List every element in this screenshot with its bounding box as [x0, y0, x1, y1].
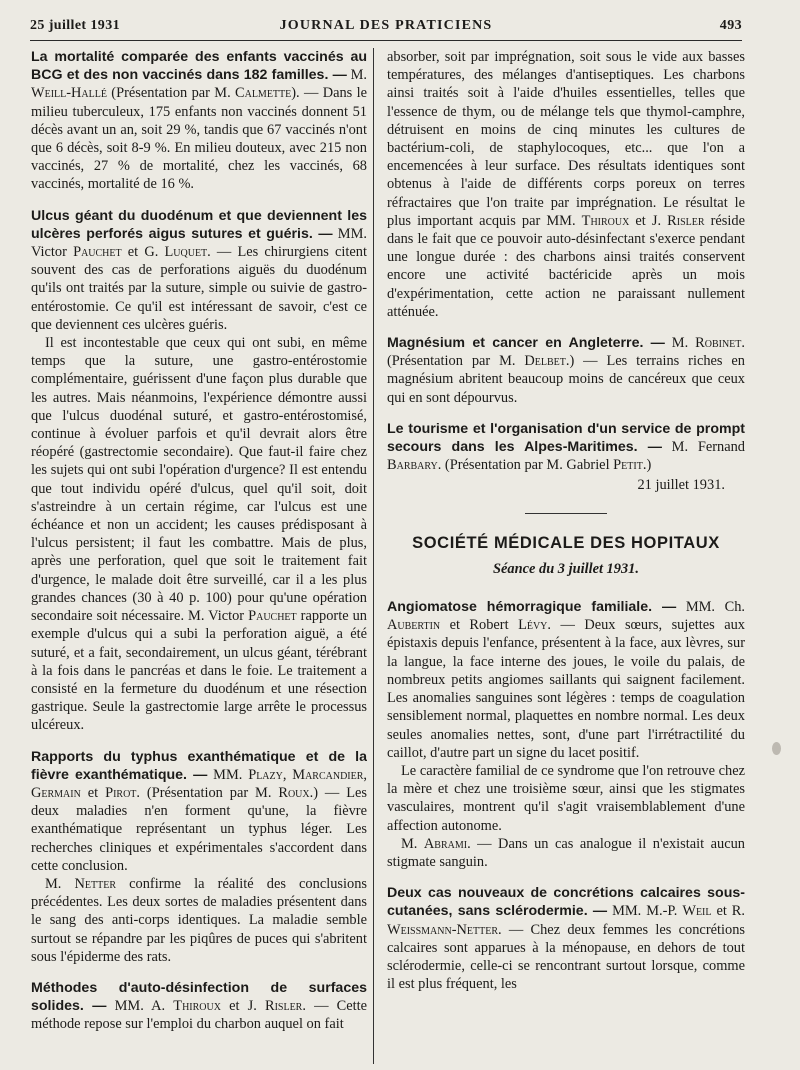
author-name: Lévy [518, 617, 548, 634]
article-title: Magnésium et cancer en Angleterre. — [387, 335, 665, 352]
article-auto-desinfection [31, 979, 367, 1034]
author-name: Risler [667, 212, 705, 229]
author-name: Robinet [695, 335, 742, 352]
article-paragraph: Méthodes d'auto-désinfection de surfaces solides. — MM. A. Thiroux et J. Risler. — Cette méthode repose sur l'emploi du charbon auquel on fait [31, 979, 367, 1033]
article-paragraph: Ulcus géant du duodénum et que deviennent les ulcères perforés aigus sutures et guéris. — MM. Victor Pauchet et G. Luquet. — Les chirurgiens citent souvent des cas de perforations aiguës du duodénum qu'ils ont traités par la suture, simple ou suivie de gastro-entérostomie. Ce qu'il est intéressant de savoir, c'est ce que deviennent ces ulcères guéris. [31, 207, 367, 333]
article-title: Le tourisme et l'organisation d'un service de prompt secours dans les Alpes-Maritimes. — [387, 420, 745, 456]
article-title: Rapports du typhus exanthématique et de la fièvre exanthématique. — [31, 748, 367, 783]
author-name: Thiroux [581, 212, 630, 229]
column-divider [373, 48, 374, 1064]
section-separator [525, 513, 607, 514]
author-name: Abrami [423, 835, 468, 852]
author-name: Netter [74, 875, 117, 892]
article-angiomatose [387, 598, 745, 871]
paper-smudge [772, 742, 781, 755]
section-heading: SOCIÉTÉ MÉDICALE DES HOPITAUX [412, 533, 720, 552]
author-name: Pirot [105, 784, 137, 801]
article-paragraph: M. Netter confirme la réalité des conclusions précédentes. Les deux sortes de maladies présentent dans le sang des anti-corps identiques. La maladie semble surtout se répandre par les piqûres de puces qui s'abritent sous l'épiderme des rats. [31, 875, 367, 965]
session-date: Séance du 3 juillet 1931. [493, 560, 639, 577]
article-paragraph: La mortalité comparée des enfants vaccinés au BCG et des non vaccinés dans 182 familles. — M. Weill-Hallé (Présentation par M. Calmette). — Dans le milieu tuberculeux, 175 enfants non vaccinés donnent 51 décès avant un an, soit 29 %, tandis que 67 vaccinés n'ont que 6 décès, soit 8-9 %. En milieu douteux, avec 215 non vaccinés, 27 % de mortalité, chez les vaccinés, 68 vaccinés, mortalité de 16 %. [31, 49, 367, 193]
article-title: Deux cas nouveaux de concrétions calcaires sous-cutanées, sans sclérodermie. — [387, 885, 745, 920]
author-name: Petit [613, 457, 643, 474]
report-date: 21 juillet 1931. [637, 477, 725, 494]
author-name: Thiroux [173, 998, 221, 1015]
article-title: Méthodes d'auto-désinfection de surfaces solides. — [31, 979, 367, 1015]
article-paragraph: Il est incontestable que ceux qui ont subi, en même temps que la suture, une gastro-entérostomie complémentaire, guérissent d'une façon plus durable que les autres. Mais néanmoins, l'expérience démontre aussi que l'ulcus duodénal suturé, et gastro-entérostomisé, continue à évoluer parfois et qu'il devrait alors être réopéré (gastrectomie secondaire). Que faut-il faire chez les sujets qui ont subi l'opération d'urgence? Il est entendu que tout individu opéré d'ulcus, quel qu'il soit, doit s'astreindre à un certain régime, car l'ulcus est une échéance et non un accident; les causes prédisposant à l'ulcus persistent; il faut les combattre. Mais de plus, après une perforation, quel que soit le traitement fait d'urgence, le malade doit être surveillé, car il a les plus grandes chances (30 à 40 p. 100) pour qu'une opération secondaire soit nécessaire. M. Victor Pauchet rapporte un exemple d'ulcus qui a subi la perforation aiguë, a été suturé, et a fait, secondairement, un ulcus géant, térébrant à la fois dans le pancréas et dans le foie. Le traitement a consisté en la fermeture du duodénum et une résection gastrique. Seule la gastrectomie large arrête le processus ulcéreux. [31, 335, 367, 734]
article-paragraph: absorber, soit par imprégnation, soit sous le vide aux basses températures, des mélanges d'antiseptiques. Les charbons ainsi traités soit à l'aide d'huiles essentielles, telles que l'essence de thym, ou de mélange tels que thymol-camphre, détruisent en moins de cinq minutes les cultures de bactérium-coli, de staphylocoques, etc... que l'on a encemencées à leur surface. Des résultats identiques sont obtenus à l'aide de différents corps poreux on terres réfractaires que l'on traite par imprégnation. Le résultat le plus important acquis par MM. Thiroux et J. Risler réside dans le fait que ce pouvoir auto-désinfectant s'exerce pendant une longue durée : des charbons ainsi traités conservent encore une activité bactéricide après un mois d'expérimentation, cette action ne paraissant nullement atténuée. [387, 49, 745, 320]
right-column [387, 48, 745, 1064]
article-paragraph: M. Abrami. — Dans un cas analogue il n'existait aucun stigmate sanguin. [387, 835, 745, 870]
author-name: Pauchet [73, 244, 122, 261]
page-number: 493 [719, 18, 742, 33]
article-title: La mortalité comparée des enfants vaccinés au BCG et des non vaccinés dans 182 familles. — [31, 49, 367, 84]
author-name: Roux [278, 784, 310, 801]
author-name: Risler [264, 998, 303, 1015]
article-concretions-calcaires [387, 884, 745, 993]
left-column [31, 48, 367, 1064]
author-name: Barbary [387, 457, 438, 474]
article-paragraph: Le caractère familial de ce syndrome que l'on retrouve chez la mère et chez une troisième sœur, ainsi que les stigmates vasculaires, montrent qu'il s'agit vraisemblablement d'une affection autonome. [387, 762, 745, 834]
author-names: Plazy, Marcandier, Germain [31, 766, 367, 801]
author-name: Weissmann-Netter [387, 921, 498, 938]
running-header [30, 18, 742, 41]
author-name: Weil [682, 903, 712, 920]
article-paragraph: Deux cas nouveaux de concrétions calcaires sous-cutanées, sans sclérodermie. — MM. M.-P. Weil et R. Weissmann-Netter. — Chez deux femmes les concrétions calcaires sont apparues à la ménopause, en dehors de tout sclérodermie, celle-ci se rencontrant surtout lorsque, comme il est plus fréquent, les [387, 885, 745, 993]
author-name: Calmette [235, 85, 292, 102]
article-title: Ulcus géant du duodénum et que deviennent les ulcères perforés aigus sutures et guéris. — [31, 207, 367, 242]
article-ulcus-duodenum [31, 207, 367, 735]
article-tourisme-secours [387, 420, 745, 495]
author-name: Weill-Hallé [31, 85, 107, 102]
header-date: 25 juillet 1931 [30, 18, 120, 33]
article-magnesium-cancer [387, 334, 745, 407]
article-paragraph: Le tourisme et l'organisation d'un service de prompt secours dans les Alpes-Maritimes. — M. Fernand Barbary. (Présentation par M. Gabriel Petit.) [387, 420, 745, 474]
article-auto-desinfection-continued [387, 48, 745, 321]
journal-title: JOURNAL DES PRATICIENS [279, 18, 493, 33]
article-paragraph: Angiomatose hémorragique familiale. — MM. Ch. Aubertin et Robert Lévy. — Deux sœurs, sujettes aux épistaxis depuis l'enfance, présentent à la face, aux lèvres, sur la langue, la face interne des joues, le voile du palais, de nombreux petits angiomes saillants qui saignent facilement. Les anomalies sanguines sont légères : temps de coagulation sensiblement normal, plaquettes en nombre normal. Les deux seules anomalies nettes, sont, d'une part l'irrétractilité du caillot, d'autre part un signe du lacet positif. [387, 599, 745, 761]
author-name: Pauchet [248, 608, 297, 625]
article-title: Angiomatose hémorragique familiale. — [387, 599, 677, 616]
author-name: Delbet [524, 353, 566, 370]
article-typhus [31, 748, 367, 966]
article-bcg-mortality [31, 48, 367, 194]
article-paragraph: Rapports du typhus exanthématique et de la fièvre exanthématique. — MM. Plazy, Marcandier, Germain et Pirot. (Présentation par M. Roux.) — Les deux maladies n'en forment qu'une, la fièvre exanthématique représentant un typhus léger. Les recherches cliniques et expérimentales s'accordent dans cette conclusion. [31, 748, 367, 874]
author-name: Luquet [164, 244, 208, 261]
article-paragraph: Magnésium et cancer en Angleterre. — M. Robinet. (Présentation par M. Delbet.) — Les terrains riches en magnésium abritent beaucoup moins de cancéreux que ceux qui en sont dépourvus. [387, 335, 745, 406]
author-name: Aubertin [387, 617, 441, 634]
